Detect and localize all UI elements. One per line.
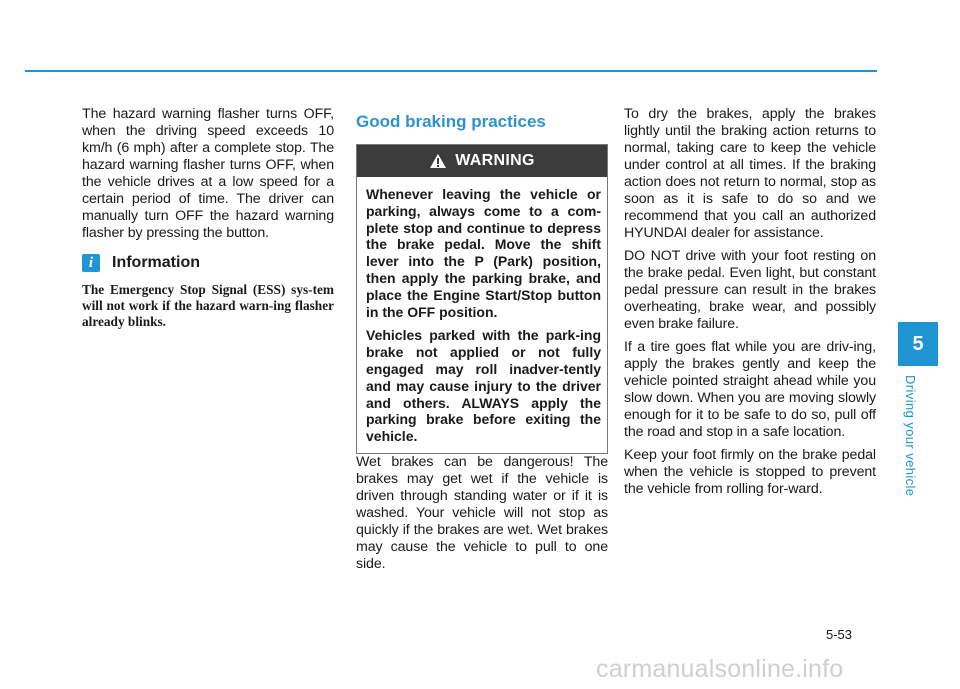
middle-column — [356, 106, 608, 579]
information-heading — [82, 254, 334, 272]
warning-triangle-icon — [429, 153, 447, 169]
body-paragraph: Keep your foot firmly on the brake pedal when the vehicle is stopped to prevent the vehicle from rolling for-ward. — [624, 447, 876, 497]
information-text: The Emergency Stop Signal (ESS) sys-tem will not work if the hazard warn-ing flasher already blinks. — [82, 282, 334, 329]
wet-brakes-paragraph: Wet brakes can be dangerous! The brakes may get wet if the vehicle is driven through standing water or if it is washed. Your vehicle will not stop as quickly if the brakes are wet. Wet brakes may cause the vehicle to pull to one side. — [356, 453, 608, 572]
warning-header — [357, 145, 607, 177]
information-title: Information — [112, 254, 200, 271]
right-column — [624, 106, 876, 504]
left-column — [82, 106, 334, 330]
warning-body — [357, 177, 607, 453]
top-rule — [25, 70, 877, 72]
warning-paragraph: Whenever leaving the vehicle or parking, always come to a com-plete stop and continue to depress the brake pedal. Move the shift lever into the P (Park) position, then apply the parking brake, and place the Engine Start/Stop button in the OFF position. — [366, 186, 601, 320]
chapter-number-tab: 5 — [898, 322, 938, 366]
chapter-label — [903, 375, 918, 496]
body-paragraph: If a tire goes flat while you are driv-ing, apply the brakes gently and keep the vehicle pointed straight ahead while you slow down. When you are moving slowly enough for it to be safe to do so, pull off the road and stop in a safe location. — [624, 339, 876, 440]
information-icon: i — [82, 254, 100, 272]
warning-label: WARNING — [455, 152, 535, 169]
page-number: 5-53 — [826, 627, 853, 642]
body-paragraph: DO NOT drive with your foot resting on the brake pedal. Even light, but constant pedal pressure can result in the brakes overheating, brake wear, and possibly even brake failure. — [624, 248, 876, 332]
section-title: Good braking practices — [356, 112, 546, 131]
watermark: carmanualsonline.info — [596, 655, 844, 683]
warning-box — [356, 144, 608, 454]
warning-paragraph: Vehicles parked with the park-ing brake not applied or not fully engaged may roll inadver-tently and may cause injury to the driver and others. ALWAYS apply the parking brake before exiting the vehicle. — [366, 327, 601, 445]
body-paragraph: To dry the brakes, apply the brakes lightly until the braking action returns to normal, taking care to keep the vehicle under control at all times. If the braking action does not return to normal, stop as soon as it is safe to do so and we recommend that you call an authorized HYUNDAI dealer for assistance. — [624, 106, 876, 241]
hazard-flasher-paragraph: The hazard warning flasher turns OFF, when the driving speed exceeds 10 km/h (6 mph) after a complete stop. The hazard warning flasher turns OFF, when the vehicle drives at a low speed for a certain period of time. The driver can manually turn OFF the hazard warning flasher by pressing the button. — [82, 106, 334, 241]
chapter-label-text: Driving your vehicle — [903, 375, 918, 497]
